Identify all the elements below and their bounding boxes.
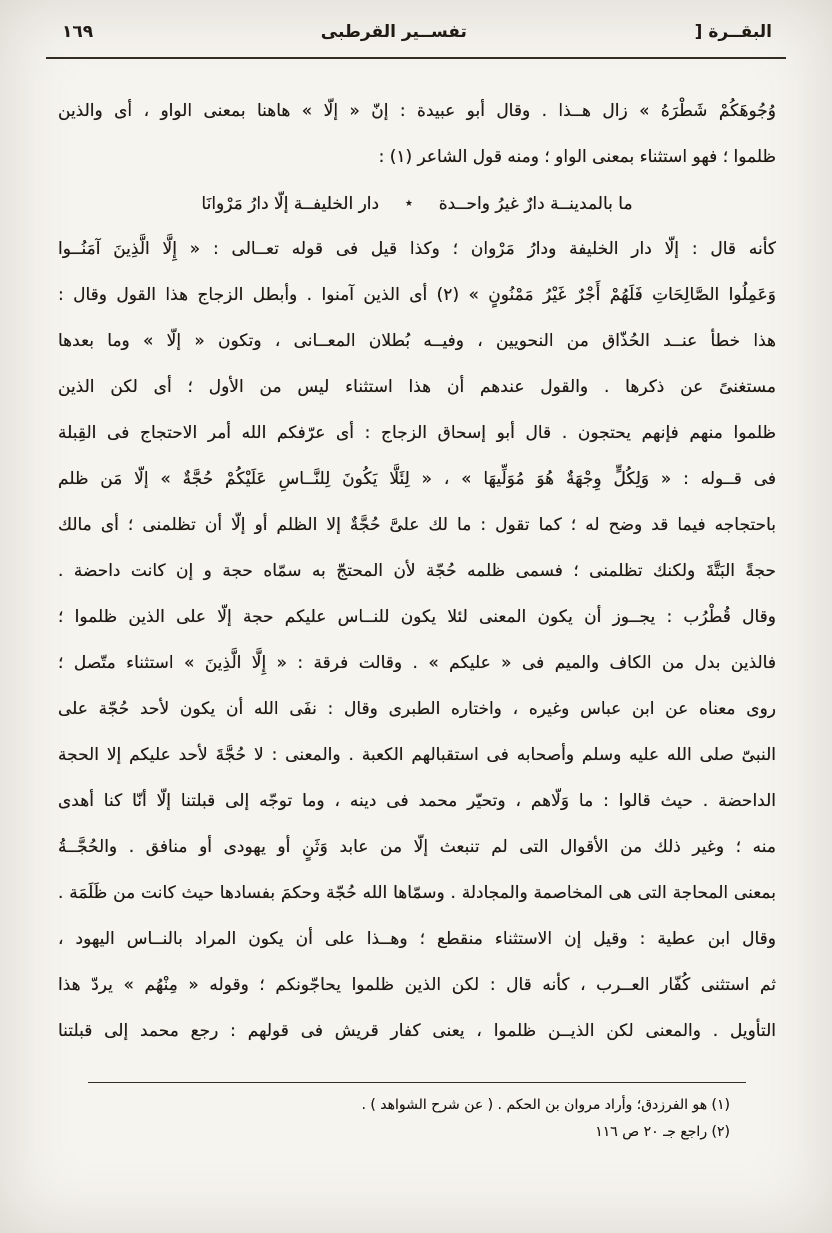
text-line: وَعَمِلُوا الصَّالِحَاتِ فَلَهُمْ أَجْرٌ غَيْرُ مَمْنُونٍ » (٢) أى الذين آمنوا . وأبطل الزجاج هذا القول وقال : <box>58 285 776 305</box>
verse-hemistich-1: ما بالمدينــة دارٌ غيرُ واحــدة <box>438 194 633 214</box>
text-line: ثم استثنى كُفّار العــرب ، كأنه قال : لكن الذين ظلموا يحاجّونكم ؛ وقوله « مِنْهُم » يردّ هذا <box>58 975 776 995</box>
text-line: مستغنىً عن ذكرها . والقول عندهم أن هذا استثناء ليس من الأول ؛ أى لكن الذين <box>58 377 776 397</box>
footnote-divider <box>88 1082 746 1083</box>
verse-separator-star: ٭ <box>405 195 413 211</box>
text-line: كأنه قال : إلّا دار الخليفة ودارُ مَرْوان ؛ وكذا قيل فى قوله تعــالى : « إِلَّا الَّذِينَ آمَنُــوا <box>58 239 776 259</box>
book-title: تفســير القرطبى <box>320 22 467 42</box>
surah-bracket: ] <box>694 22 703 42</box>
text-line: وقال قُطْرُب : يجــوز أن يكون المعنى لئلا يكون للنــاس عليكم حجة إلّا على الذين ظلموا ؛ <box>58 607 776 627</box>
text-line: وُجُوهَكُمْ شَطْرَهُ » زال هــذا . وقال أبو عبيدة : إنّ « إلّا » هاهنا بمعنى الواو ، أى والذين <box>58 101 776 121</box>
text-line: الداحضة . حيث قالوا : ما وَلّاهم ، وتحيّر محمد فى دينه ، وما توجّه إلى قبلتنا إلّا أنّا كنا أهدى <box>58 791 776 811</box>
text-line: فى قــوله : « وَلِكُلٍّ وِجْهَةٌ هُوَ مُوَلِّيهَا » ، « لِئَلَّا يَكُونَ لِلنَّــاسِ عَلَيْكُمْ حُجَّةٌ » إلّا مَن ظلم <box>58 469 776 489</box>
text-line: وقال ابن عطية : وقيل إن الاستثناء منقطع ؛ وهــذا على أن يكون المراد بالنــاس اليهود ، <box>58 929 776 949</box>
text-line: النبىّ صلى الله عليه وسلم وأصحابه فى استقبالهم الكعبة . والمعنى : لا حُجَّةَ لأحد عليكم إلا الحجة <box>58 745 776 765</box>
text-line: روى معناه عن ابن عباس وغيره ، واختاره الطبرى وقال : نفَى الله أن يكون لأحد حُجّة على <box>58 699 776 719</box>
text-line: هذا خطأ عنــد الحُذّاق من النحويين ، وفيــه بُطلان المعــانى ، وتكون « إلّا » وما بعدها <box>58 331 776 351</box>
text-line: بمعنى المحاجة التى هى المخاصمة والمجادلة . وسمّاها الله حُجّة وحكمَ بفسادها حيث كانت من ظَلَمَة . <box>58 883 776 903</box>
body-text <box>58 88 776 1054</box>
header-divider <box>46 57 786 59</box>
text-line: حجةً البَتَّةَ ولكنك تظلمنى ؛ فسمى ظلمه حُجّة لأن المحتجّ به سمّاه حجة و إن كانت داحضة . <box>58 561 776 581</box>
text-line: ظلموا ؛ فهو استثناء بمعنى الواو ؛ ومنه قول الشاعر (١) : <box>378 147 776 167</box>
text-line: باحتجاجه فيما قد وضح له ؛ كما تقول : ما لك علىَّ حُجَّةٌ إلا الظلم أو إلّا أن تظلمنى ؛ أى مالك <box>58 515 776 535</box>
poetry-line <box>58 180 776 226</box>
surah-name-text: البقــرة <box>708 22 772 42</box>
page-header <box>62 22 772 42</box>
verse-hemistich-2: دار الخليفــة إلّا دارُ مَرْوانَا <box>201 194 380 214</box>
footnote-1: (١) هو الفرزدق؛ وأراد مروان بن الحكم . ( عن شرح الشواهد ) . <box>361 1097 730 1113</box>
footnote-2: (٢) راجع جـ ٢٠ ص ١١٦ <box>595 1124 730 1140</box>
footnotes <box>58 1092 776 1146</box>
surah-name <box>695 22 772 42</box>
text-line: منه ؛ وغير ذلك من الأقوال التى لم تنبعث إلّا من عابد وَثَنٍ أو يهودى أو منافق . والحُجَّــةُ <box>58 837 776 857</box>
text-line: ظلموا منهم فإنهم يحتجون . قال أبو إسحاق الزجاج : أى عرّفكم الله أمر الاحتجاج فى القِبلة <box>58 423 776 443</box>
text-line: فالذين بدل من الكاف والميم فى « عليكم » . وقالت فرقة : « إِلَّا الَّذِينَ » استثناء متّصل ؛ <box>58 653 776 673</box>
page-number: ١٦٩ <box>62 22 94 42</box>
text-line: التأويل . والمعنى لكن الذيــن ظلموا ، يعنى كفار قريش فى قولهم : رجع محمد إلى قبلتنا <box>58 1021 776 1041</box>
